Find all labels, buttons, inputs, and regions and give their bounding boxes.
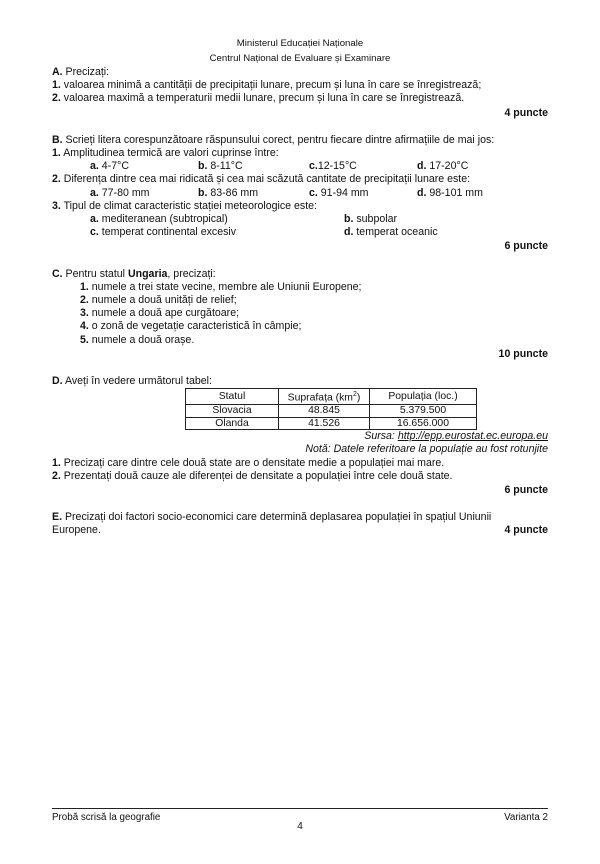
population-table xyxy=(185,388,477,430)
section-a-item: 1. valoarea minimă a cantității de precipitații lunare, precum și luna în care se înregistrează; xyxy=(52,79,482,92)
table-header-row xyxy=(186,389,477,405)
section-c-label: C. xyxy=(52,267,63,280)
cell-area: 48.845 xyxy=(279,405,370,418)
source-link[interactable]: http://epp.eurostat.ec.europa.eu xyxy=(397,430,548,443)
option: a. 4-7°C xyxy=(90,160,129,173)
header-population: Populația (loc.) xyxy=(370,389,477,405)
section-c-item: 3. numele a două ape curgătoare; xyxy=(80,307,240,320)
question-b2: 2. Diferența dintre cea mai ridicată și cea mai scăzută cantitate de precipitații lunare este: xyxy=(52,173,471,186)
cell-state: Olanda xyxy=(186,417,279,430)
question-b1-options xyxy=(52,160,548,173)
section-a-label: A. xyxy=(52,66,63,78)
option: b. 83-86 mm xyxy=(198,186,259,199)
section-e xyxy=(52,511,548,537)
question-b3-options xyxy=(52,213,548,226)
section-a-item: 2. valoarea maximă a temperaturii medii lunare, precum și luna în care se înregistrează. xyxy=(52,92,465,105)
table-row xyxy=(186,405,477,418)
page-number: 4 xyxy=(297,821,303,832)
header-state: Statul xyxy=(186,389,279,405)
option: b. subpolar xyxy=(344,213,398,225)
section-b-label: B. xyxy=(52,133,63,146)
cell-population: 16.656.000 xyxy=(370,417,477,430)
table-source: Sursa: http://epp.eurostat.ec.europa.eu xyxy=(364,430,548,443)
section-a xyxy=(52,66,548,120)
section-e-text-cont: Europene. xyxy=(52,524,101,537)
section-d-item: 1. Precizați care dintre cele două state are o densitate medie a populației mai mare. xyxy=(52,456,445,469)
header-area: Suprafața $(km^2)$ xyxy=(279,389,370,405)
cell-state: Slovacia xyxy=(186,405,279,418)
option: b. 8-11°C xyxy=(198,160,243,173)
section-d-points: 6 puncte xyxy=(504,483,548,496)
country-name: Ungaria xyxy=(127,267,168,280)
question-b3: 3. Tipul de climat caracteristic stației meteorologice este: xyxy=(52,199,317,212)
option: d. 98-101 mm xyxy=(417,186,483,199)
option: a. mediteranean (subtropical) xyxy=(90,213,228,225)
section-c-item: 5. numele a două orașe. xyxy=(80,333,195,346)
section-b xyxy=(52,134,548,254)
header-center: Centrul Național de Evaluare și Examinare xyxy=(209,53,391,64)
section-d-item: 2. Prezentați două cauze ale diferenței de densitate a populației între cele două state. xyxy=(52,469,453,482)
section-c-item: 4. o zonă de vegetație caracteristică în câmpie; xyxy=(80,320,302,333)
option: c. temperat continental excesiv xyxy=(90,226,237,239)
option: c.12-15°C xyxy=(309,160,357,173)
option: d. 17-20°C xyxy=(417,160,469,173)
question-b3-options xyxy=(52,226,548,239)
section-d-intro: Aveți în vedere următorul tabel: xyxy=(62,375,212,387)
section-a-points: 4 puncte xyxy=(504,106,548,119)
header-ministry: Ministerul Educației Naționale xyxy=(236,38,364,49)
section-b-intro: Scrieți litera corespunzătoare răspunsului corect, pentru fiecare dintre afirmațiile de mai jos: xyxy=(62,133,495,146)
table-note: Notă: Datele referitoare la populație au fost rotunjite xyxy=(305,443,548,456)
footer-divider xyxy=(52,808,548,809)
section-d-label: D. xyxy=(52,375,63,387)
table-row xyxy=(186,417,477,430)
option: d. temperat oceanic xyxy=(344,226,438,239)
exam-content xyxy=(52,66,548,538)
section-c-item: 2. numele a două unități de relief; xyxy=(80,293,237,306)
footer-variant: Varianta 2 xyxy=(504,812,548,823)
section-c-item: 1. numele a trei state vecine, membre ale Uniunii Europene; xyxy=(80,280,362,293)
question-b2-options xyxy=(52,187,548,200)
section-a-intro: Precizați: xyxy=(62,66,110,78)
option: a. 77-80 mm xyxy=(90,186,150,199)
cell-area: 41.526 xyxy=(279,417,370,430)
cell-population: 5.379.500 xyxy=(370,405,477,418)
section-e-points: 4 puncte xyxy=(504,524,548,537)
question-b1: 1. Amplitudinea termică are valori cuprinse între: xyxy=(52,147,279,160)
section-e-text: E. Precizați doi factori socio-economici care determină deplasarea populației în spațiul Uniunii xyxy=(52,511,492,524)
section-d xyxy=(52,375,548,497)
option: c. 91-94 mm xyxy=(309,186,369,199)
section-c-points: 10 puncte xyxy=(498,347,548,360)
section-b-points: 6 puncte xyxy=(504,240,548,253)
section-c: C. Pentru statul Ungaria, precizați: 1. numele a trei state vecine, membre ale Uniunii Europene; 2. numele a două unități de relief; 3. numele a două ape curgătoare; 4. o zonă de vegetație caracteristică în câmpie; 5. numele a două orașe. 10 puncte xyxy=(52,267,548,360)
footer-subject: Probă scrisă la geografie xyxy=(52,812,161,823)
